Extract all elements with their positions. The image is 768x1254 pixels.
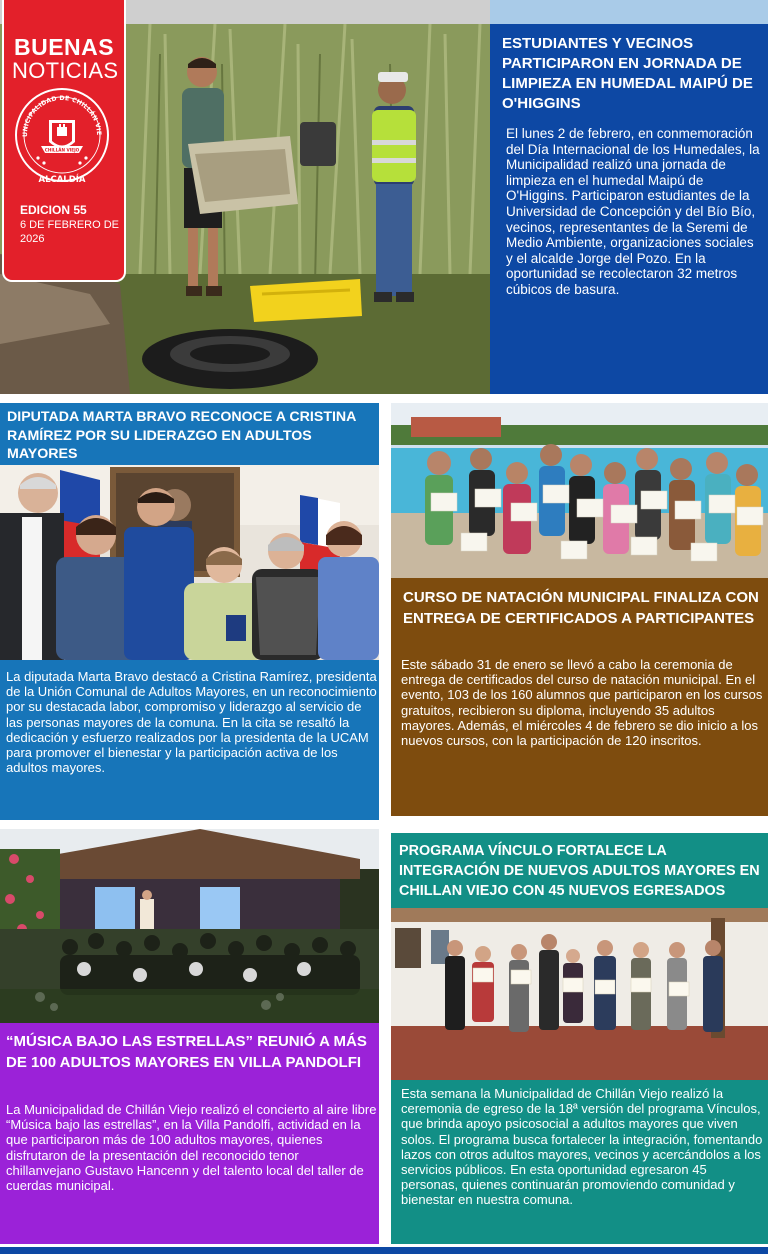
article-body: Esta semana la Municipalidad de Chillán Viejo realizó la ceremonia de egreso de la 18ª versión del programa Vínculos, que brinda apoyo psicosocial a adultos mayores que viven solos. El programa busca fortalecer la integración, fomentando lazos con otros adultos mayores, vecinos y acercándolos a los servicios públicos. En esta oportunidad egresaron 45 personas, quienes continuarán promoviendo comunidad y bienestar en nuestra comuna.	[401, 1086, 763, 1208]
article-title: DIPUTADA MARTA BRAVO RECONOCE A CRISTINA RAMÍREZ POR SU LIDERAZGO EN ADULTOS MAYORES	[7, 409, 356, 462]
brand-title: BUENAS	[14, 34, 115, 60]
article-body: Este sábado 31 de enero se llevó a cabo la ceremonia de entrega de certificados del curso de natación municipal. En el evento, 103 de los 160 alumnos que participaron en los cursos gratuitos, recibieron su diploma, incluyendo 35 adultos mayores. Además, el miércoles 4 de febrero se dio inicio a los nuevos cursos, con la participación de 120 inscritos.	[401, 657, 763, 749]
brand-subtitle: NOTICIAS	[12, 58, 119, 83]
article-body: La Municipalidad de Chillán Viejo realizó el concierto al aire libre “Música bajo las estrellas”, en la Villa Pandolfi, actividad en la que participaron más de 100 adultos mayores, quienes disfrutaron de la presentación del reconocido tenor chillanvejano Gustavo Hancenn y del talento local del taller de cuerdas municipal.	[6, 1102, 377, 1194]
article-recognition-body	[0, 660, 379, 820]
article-concert	[0, 1023, 379, 1244]
article-title: PROGRAMA VÍNCULO FORTALECE LA INTEGRACIÓN DE NUEVOS ADULTOS MAYORES EN CHILLAN VIEJO CON 45 NUEVOS EGRESADOS	[399, 843, 760, 899]
article-swimming-course	[391, 578, 768, 816]
outdoor-concert-photo	[0, 829, 379, 1023]
svg-text:CHILLÁN VIEJO: CHILLÁN VIEJO	[44, 147, 80, 153]
article-title: CURSO DE NATACIÓN MUNICIPAL FINALIZA CON ENTREGA DE CERTIFICADOS A PARTICIPANTES	[403, 589, 759, 627]
article-vinculo-header	[391, 833, 768, 908]
top-strip-accent	[490, 0, 768, 24]
article-title: “MÚSICA BAJO LAS ESTRELLAS” REUNIÓ A MÁS DE 100 ADULTOS MAYORES EN VILLA PANDOLFI	[6, 1033, 367, 1071]
article-recognition-header	[0, 403, 379, 465]
article-wetland-cleanup	[490, 24, 768, 394]
article-body: El lunes 2 de febrero, en conmemoración del Día Internacional de los Humedales, la Municipalidad realizó una jornada de limpieza en el humedal Maipú de O'Higgins. Participaron estudiantes de la Universidad de Concepción y del Bío Bío, vecinos, representantes de la Seremi de Medio Ambiente, organizaciones sociales y el alcalde Jorge del Pozo. En la oportunidad se recolectaron 32 metros cúbicos de basura.	[506, 126, 760, 297]
svg-text:ALCALDÍA: ALCALDÍA	[38, 175, 86, 184]
municipal-seal-logo	[13, 86, 111, 184]
svg-text:MUNICIPALIDAD DE CHILLÁN VIEJO: UNICIPALIDAD DE CHILLÁN VIE	[21, 94, 103, 138]
recognition-ceremony-photo	[0, 465, 379, 660]
article-body: La diputada Marta Bravo destacó a Cristina Ramírez, presidenta de la Unión Comunal de Adultos Mayores, en un reconocimiento por su destacada labor, compromiso y liderazgo al servicio de las personas mayores de la comuna. En la cita se resaltó la dedicación y esfuerzo realizados por la presidenta de la UCAM para promover el bienestar y la participación activa de los adultos mayores.	[6, 669, 377, 776]
footer-bar	[0, 1247, 768, 1254]
edition-date: 6 DE FEBRERO DE 2026	[20, 219, 120, 245]
edition-number: EDICION 55	[20, 203, 87, 217]
article-vinculo-body	[391, 1080, 768, 1244]
article-title: ESTUDIANTES Y VECINOS PARTICIPARON EN JORNADA DE LIMPIEZA EN HUMEDAL MAIPÚ DE O'HIGGINS	[502, 35, 753, 112]
vinculo-graduation-photo	[391, 908, 768, 1080]
swimming-course-photo	[391, 403, 768, 578]
masthead-badge	[2, 0, 126, 282]
